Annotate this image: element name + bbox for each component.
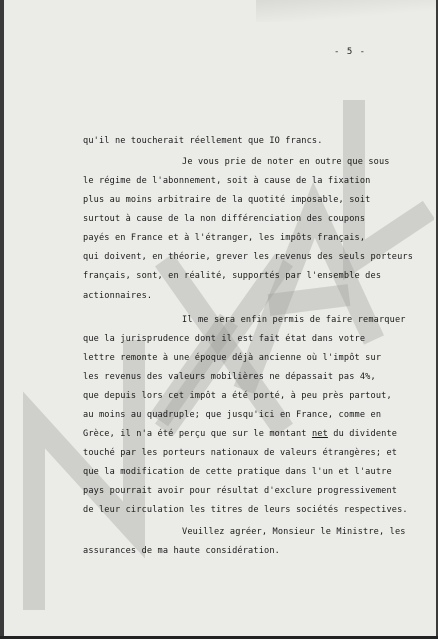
text-line: les revenus des valeurs mobilières ne dépassait pas 4%, xyxy=(83,372,376,382)
page-fold-shadow xyxy=(256,0,436,22)
text-line: au moins au quadruple; que jusqu'ici en France, comme en xyxy=(83,410,382,420)
text-segment: du dividente xyxy=(327,429,398,439)
text-line: que depuis lors cet impôt a été porté, à peu près partout, xyxy=(83,391,392,401)
text-line: Je vous prie de noter en outre que sous xyxy=(182,157,390,167)
text-line: pays pourrait avoir pour résultat d'exclure progressivement xyxy=(83,486,398,496)
text-line: que la jurisprudence dont il est fait état dans votre xyxy=(83,334,366,344)
text-line: de leur circulation les titres de leurs sociétés respectives. xyxy=(83,505,408,515)
text-line: plus au moins arbitraire de la quotité imposable, soit xyxy=(83,195,371,205)
text-line: payés en France et à l'étranger, les impôts français, xyxy=(83,233,366,243)
text-line: le régime de l'abonnement, soit à cause de la fixation xyxy=(83,176,371,186)
page-number: - 5 - xyxy=(334,47,367,57)
text-segment: Grèce, il n'a été perçu que sur le montant xyxy=(83,429,312,439)
text-line: actionnaires. xyxy=(83,291,153,301)
document-page xyxy=(4,0,436,636)
text-line: que la modification de cette pratique dans l'un et l'autre xyxy=(83,467,392,477)
text-line: Il me sera enfin permis de faire remarquer xyxy=(182,315,406,325)
text-line: qu'il ne toucherait réellement que IO francs. xyxy=(83,136,323,146)
underlined-word: net xyxy=(311,429,328,439)
text-line: assurances de ma haute considération. xyxy=(83,546,280,556)
text-line: français, sont, en réalité, supportés par l'ensemble des xyxy=(83,271,382,281)
text-line: qui doivent, en théorie, grever les revenus des seuls porteurs xyxy=(83,252,414,262)
text-line: lettre remonte à une époque déjà ancienne où l'impôt sur xyxy=(83,353,382,363)
text-line: surtout à cause de la non différenciation des coupons xyxy=(83,214,366,224)
text-line: touché par les porteurs nationaux de valeurs étrangères; et xyxy=(83,448,398,458)
text-line: Veuillez agréer, Monsieur le Ministre, les xyxy=(182,527,406,537)
text-line-with-emphasis xyxy=(83,430,397,439)
